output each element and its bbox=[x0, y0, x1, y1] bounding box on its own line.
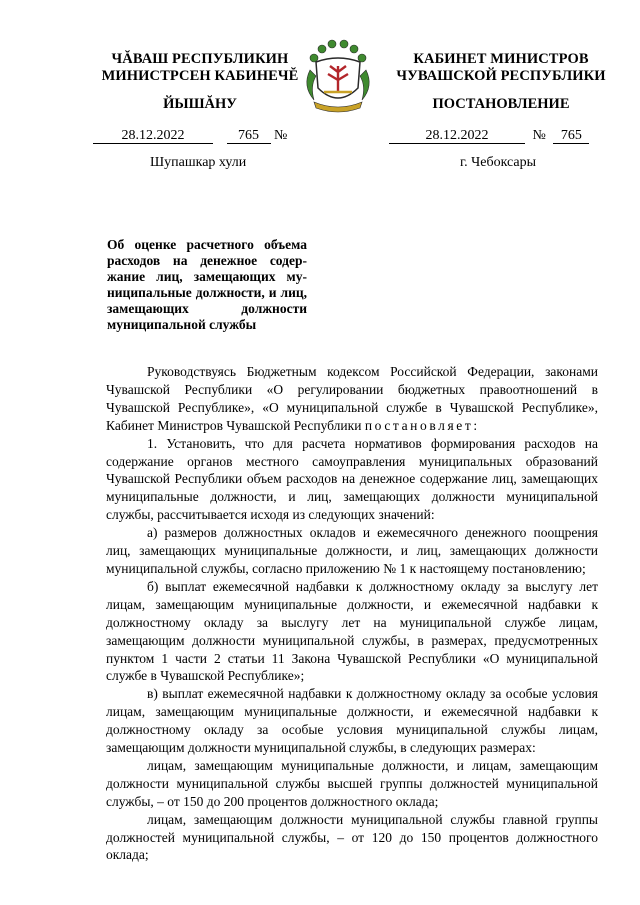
right-date: 28.12.2022 bbox=[389, 128, 525, 144]
document-subject: Об оценке расчетного объема расходов на денежное содер-жание лиц, замещающих му-ниципальные должности, и лиц, замещающих должности муниципальной службы bbox=[107, 237, 307, 332]
place-chuvash: Шупашкар хули bbox=[150, 155, 247, 170]
document-body bbox=[106, 363, 598, 864]
right-number-sign: № bbox=[532, 128, 546, 143]
doc-type-russian: ПОСТАНОВЛЕНИЕ bbox=[432, 96, 570, 112]
paragraph-1b: б) выплат ежемесячной надбавки к должностному окладу за выслугу лет лицам, замещающим муниципальные должности, и ежемесячной надбавки к должностному окладу за выслугу лет на муниципальной службе лицам, замещающим должности муниципальной службы, в размерах, предусмотренных пунктом 1 части 2 статьи 11 Закона Чувашской Республики «О муниципальной службе в Чувашской Республике»; bbox=[106, 578, 598, 684]
paragraph-1c-higher: лицам, замещающим муниципальные должности, и лицам, замещающим должности муниципальной службы высшей группы должностей муниципальной службы, – от 150 до 200 процентов должностного оклада; bbox=[106, 757, 598, 809]
right-number: 765 bbox=[553, 128, 589, 144]
header-right-org bbox=[390, 51, 612, 85]
header-right-line-1: КАБИНЕТ МИНИСТРОВ bbox=[413, 51, 589, 67]
header-left-line-1: ЧĂВАШ РЕСПУБЛИКИН bbox=[111, 51, 289, 67]
right-number-row bbox=[389, 128, 589, 144]
doc-type-chuvash: ЙЫШĂНУ bbox=[163, 96, 237, 112]
resolves-word: постановляет: bbox=[364, 417, 480, 433]
paragraph-1a: а) размеров должностных окладов и ежемесячного денежного поощрения лиц, замещающих муниципальные должности, и лиц, замещающих должности муниципальной службы, согласно приложению № 1 к настоящему постановлению; bbox=[106, 525, 598, 576]
paragraph-1c-main: лицам, замещающим должности муниципальной службы главной группы должностей муниципальной службы, – от 120 до 150 процентов должностного оклада; bbox=[106, 811, 598, 863]
paragraph-preamble: Руководствуясь Бюджетным кодексом Российской Федерации, законами Чувашской Республики «О регулировании бюджетных правоотношений в Чувашской Республике», «О муниципальной службе в Чувашской Республике», Кабинет Министров Чувашской Республики постановляет: bbox=[106, 364, 598, 433]
left-number-sign: № bbox=[274, 128, 288, 143]
left-number: 765 bbox=[227, 128, 271, 144]
left-number-row bbox=[93, 128, 287, 144]
header-left-line-2: МИНИСТРСЕН КАБИНЕЧĔ bbox=[101, 68, 299, 84]
left-date: 28.12.2022 bbox=[93, 128, 213, 144]
paragraph-1: 1. Установить, что для расчета нормативов формирования расходов на содержание органов местного самоуправления муниципальных образований Чувашской Республики объем расходов на денежное содержание лиц, замещающих муниципальные должности, и лиц, замещающих должности муниципальной службы, рассчитывается исходя из следующих значений: bbox=[106, 435, 598, 523]
header-left-org bbox=[95, 51, 305, 85]
chuvash-emblem-icon bbox=[296, 36, 380, 114]
place-russian: г. Чебоксары bbox=[460, 155, 537, 170]
paragraph-1c: в) выплат ежемесячной надбавки к должностному окладу за особые условия лицам, замещающим муниципальные должности, и ежемесячной надбавки к должностному окладу за особые условия муниципальной службы лицам, замещающим должности муниципальной службы, в следующих размерах: bbox=[106, 686, 598, 756]
header-right-line-2: ЧУВАШСКОЙ РЕСПУБЛИКИ bbox=[396, 68, 606, 84]
